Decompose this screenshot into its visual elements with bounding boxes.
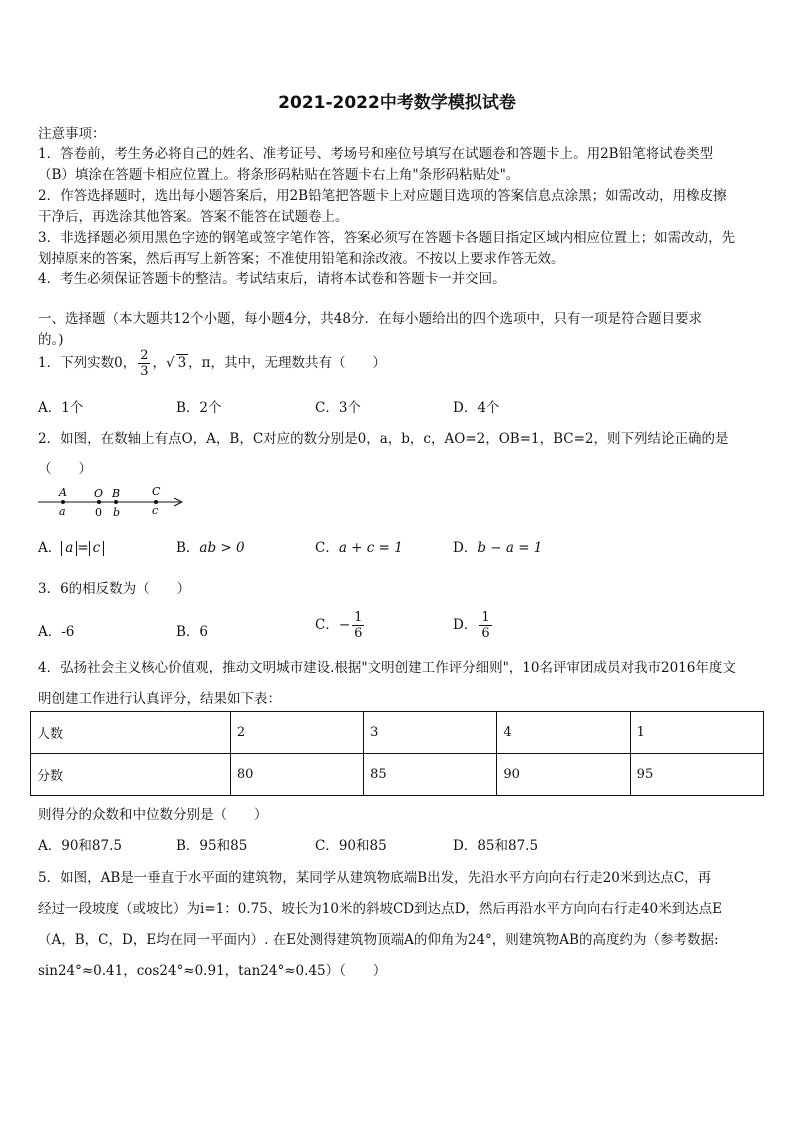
sqrt-argument: 3 bbox=[177, 355, 187, 371]
table-cell: 分数 bbox=[31, 754, 231, 796]
notice-line: 4．考生必须保证答题卡的整洁。考试结束后，请将本试卷和答题卡一并交回。 bbox=[38, 271, 506, 287]
q3-option-c[interactable] bbox=[315, 610, 366, 641]
frac-denominator: 6 bbox=[354, 626, 363, 641]
q4-option-a[interactable]: A．90和87.5 bbox=[38, 838, 122, 854]
table-row bbox=[31, 754, 764, 796]
point-o-dot bbox=[97, 500, 101, 504]
notice-line: 3．非选择题必须用黑色字迹的钢笔或签字笔作答，答案必须写在答题卡各题目指定区域内相应位置上；如需改动，先 bbox=[38, 230, 736, 246]
q2-option-c[interactable] bbox=[315, 536, 403, 556]
label-C: C bbox=[152, 485, 161, 498]
point-a-dot bbox=[61, 500, 65, 504]
frac-denominator: 6 bbox=[481, 626, 490, 641]
question-5-stem-cont: 经过一段坡度（或坡比）为i=1：0.75、坡长为10米的斜坡CD到达点D，然后再沿水平方向向右行走40米到达点E bbox=[38, 901, 722, 917]
score-table bbox=[30, 711, 764, 796]
section-heading: 一、选择题（本大题共12个小题，每小题4分，共48分．在每小题给出的四个选项中，只有一项是符合题目要求 bbox=[38, 311, 702, 327]
number-line-diagram bbox=[36, 484, 196, 520]
option-label: D． bbox=[453, 540, 478, 556]
table-cell: 4 bbox=[497, 712, 630, 754]
q1-option-b[interactable]: B．2个 bbox=[176, 400, 222, 416]
table-cell: 1 bbox=[630, 712, 763, 754]
q1-prefix: 1．下列实数0， bbox=[38, 355, 137, 371]
question-5-stem-cont: （A，B，C，D，E均在同一平面内）. 在E处测得建筑物顶端A的仰角为24°，则建筑物AB的高度约为（参考数据: bbox=[38, 932, 719, 948]
q4-option-b[interactable]: B．95和85 bbox=[176, 838, 248, 854]
label-0: 0 bbox=[95, 506, 102, 519]
abs-c: c bbox=[89, 541, 105, 556]
q1-option-a[interactable]: A．1个 bbox=[38, 400, 84, 416]
frac-denominator: 3 bbox=[140, 364, 149, 379]
table-cell: 人数 bbox=[31, 712, 231, 754]
option-math: a + c = 1 bbox=[338, 540, 403, 556]
option-label: D． bbox=[453, 617, 478, 633]
abs-a: a bbox=[61, 541, 77, 556]
q1-suffix: ，π，其中，无理数共有（ ） bbox=[188, 355, 387, 371]
table-cell: 90 bbox=[497, 754, 630, 796]
label-O: O bbox=[94, 487, 104, 500]
option-math: b − a = 1 bbox=[477, 540, 543, 556]
point-b-dot bbox=[114, 500, 118, 504]
question-1-stem bbox=[38, 348, 386, 379]
frac-numerator: 1 bbox=[481, 610, 490, 625]
option-label: B． bbox=[176, 540, 200, 556]
notice-line: （B）填涂在答题卡相应位置上。将条形码粘贴在答题卡右上角"条形码粘贴处"。 bbox=[38, 167, 520, 183]
option-label: C． bbox=[315, 540, 339, 556]
q1-fraction bbox=[138, 348, 150, 379]
option-math: ab > 0 bbox=[199, 540, 245, 556]
notice-line: 划掉原来的答案，然后再写上新答案；不准使用铅笔和涂改液。不按以上要求作答无效。 bbox=[38, 251, 565, 267]
label-A: A bbox=[59, 486, 67, 499]
q2-option-b[interactable] bbox=[176, 536, 245, 556]
q1-sep: ， bbox=[152, 355, 166, 371]
q3-option-d[interactable] bbox=[453, 610, 494, 641]
q4-option-d[interactable]: D．85和87.5 bbox=[453, 838, 539, 854]
table-row bbox=[31, 712, 764, 754]
q2-option-a[interactable] bbox=[38, 536, 104, 556]
page-title: 2021-2022中考数学模拟试卷 bbox=[278, 93, 516, 113]
question-2-stem-cont: （ ） bbox=[38, 461, 92, 477]
question-2-stem: 2．如图，在数轴上有点O，A，B，C对应的数分别是0，a，b，c，AO=2，OB=1，BC=2，则下列结论正确的是 bbox=[38, 431, 729, 447]
question-5-stem: 5．如图，AB是一垂直于水平面的建筑物，某同学从建筑物底端B出发，先沿水平方向向右行走20米到达点C，再 bbox=[38, 870, 712, 886]
question-4-stem: 4．弘扬社会主义核心价值观，推动文明城市建设.根据"文明创建工作评分细则"，10名评审团成员对我市2016年度文 bbox=[38, 660, 736, 676]
q1-option-c[interactable]: C．3个 bbox=[315, 400, 361, 416]
notice-line: 1．答卷前，考生务必将自己的姓名、准考证号、考场号和座位号填写在试题卷和答题卡上。用2B铅笔将试卷类型 bbox=[38, 146, 714, 162]
label-c: c bbox=[152, 504, 159, 517]
q4-option-c[interactable]: C．90和85 bbox=[315, 838, 387, 854]
label-B: B bbox=[112, 487, 121, 500]
table-cell: 2 bbox=[230, 712, 363, 754]
label-a: a bbox=[59, 505, 66, 518]
notice-heading: 注意事项： bbox=[38, 126, 106, 142]
q3c-fraction bbox=[352, 610, 364, 641]
notice-line: 2．作答选择题时，选出每小题答案后，用2B铅笔把答题卡上对应题目选项的答案信息点涂黑；如需改动，用橡皮擦 bbox=[38, 188, 727, 204]
sqrt-sign: √ bbox=[165, 355, 175, 371]
table-cell: 80 bbox=[230, 754, 363, 796]
option-label: A． bbox=[38, 540, 62, 556]
question-4-ask: 则得分的众数和中位数分别是（ ） bbox=[38, 807, 268, 823]
frac-numerator: 2 bbox=[140, 348, 149, 363]
question-3-stem: 3．6的相反数为（ ） bbox=[38, 581, 191, 597]
frac-numerator: 1 bbox=[354, 610, 363, 625]
notice-line: 干净后，再选涂其他答案。答案不能答在试题卷上。 bbox=[38, 209, 349, 225]
option-label: C．− bbox=[315, 617, 351, 633]
section-heading-cont: 的。) bbox=[38, 332, 64, 348]
table-cell: 85 bbox=[364, 754, 497, 796]
question-4-stem-cont: 明创建工作进行认真评分，结果如下表： bbox=[38, 691, 281, 707]
q3d-fraction bbox=[479, 610, 491, 641]
label-b: b bbox=[113, 506, 121, 519]
q3-option-a[interactable]: A．-6 bbox=[38, 624, 75, 640]
q2-option-d[interactable] bbox=[453, 536, 542, 556]
table-cell: 3 bbox=[364, 712, 497, 754]
equals-sign: = bbox=[77, 540, 89, 556]
q1-option-d[interactable]: D．4个 bbox=[453, 400, 500, 416]
table-cell: 95 bbox=[630, 754, 763, 796]
question-5-stem-cont: sin24°≈0.41，cos24°≈0.91，tan24°≈0.45）（ ） bbox=[38, 963, 387, 979]
q3-option-b[interactable]: B．6 bbox=[176, 624, 209, 640]
